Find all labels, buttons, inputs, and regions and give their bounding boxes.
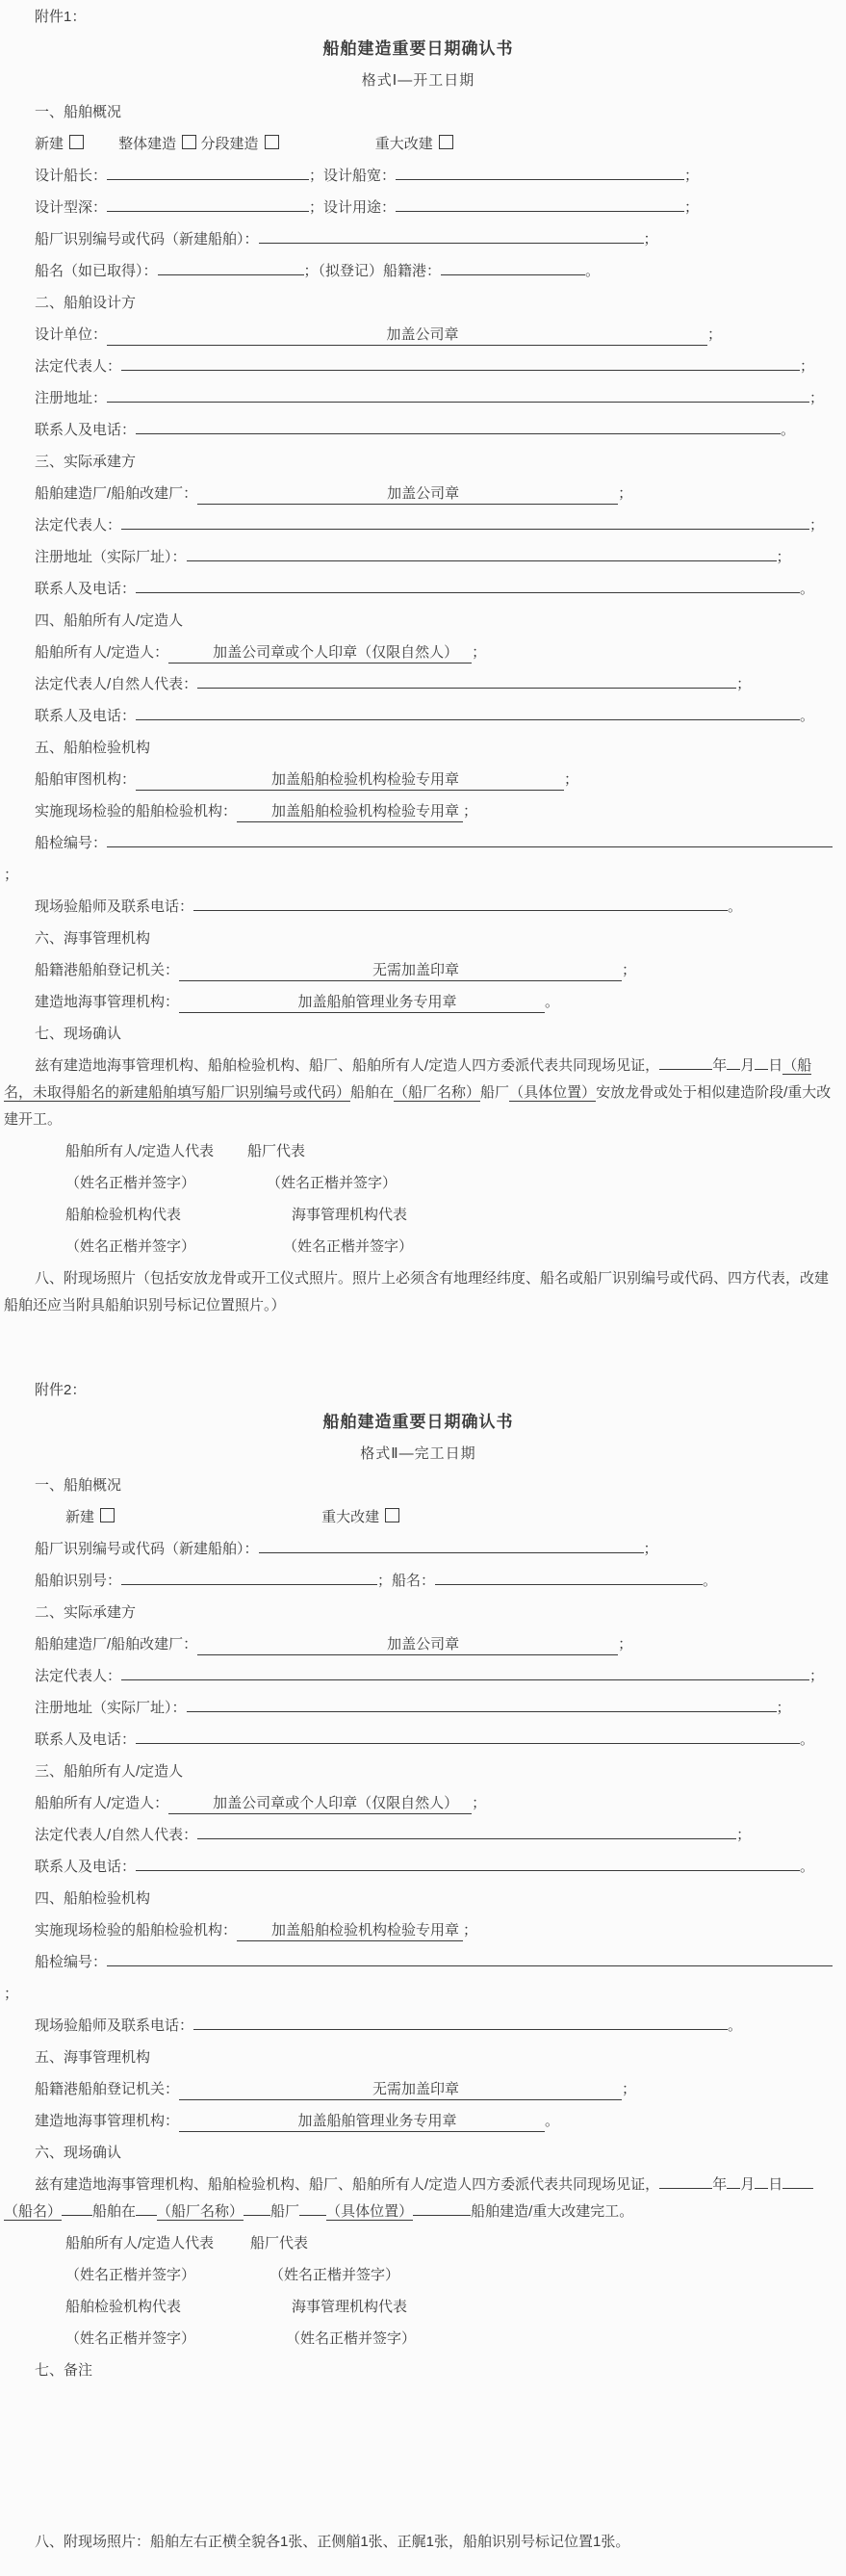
underlined-hint: （船名）	[4, 2203, 63, 2220]
blank-field	[136, 1865, 800, 1871]
text: 建造地海事管理机构：	[35, 994, 180, 1010]
form-line	[4, 195, 833, 221]
text: ；	[809, 1668, 825, 1684]
attachment-2-subtitle: 格式Ⅱ—完工日期	[360, 1445, 476, 1462]
blank-field	[121, 1675, 809, 1680]
checkbox[interactable]	[265, 135, 279, 149]
stamp-hint-field: 加盖船舶检验机构检验专用章	[237, 1920, 463, 1941]
text: ；	[684, 199, 700, 216]
form-line	[4, 322, 833, 349]
section-heading: 三、实际承建方	[35, 454, 137, 470]
form-line	[4, 767, 833, 794]
stamp-hint-field: 加盖公司章	[107, 325, 707, 346]
paragraph	[4, 1265, 833, 1319]
text: ；	[736, 1827, 752, 1843]
stamp-hint-field: 加盖船舶检验机构检验专用章	[237, 801, 463, 822]
form-line	[4, 703, 833, 730]
text: 。	[545, 2113, 560, 2129]
text: 设计型深：	[35, 199, 108, 216]
attachment-2-body	[4, 1472, 833, 2556]
signature-row	[4, 1202, 833, 1229]
text: 法定代表人：	[35, 358, 122, 375]
form-line	[4, 576, 833, 603]
paragraph	[4, 2172, 833, 2225]
text: 兹有建造地海事管理机构、船舶检验机构、船厂、船舶所有人/定造人四方委派代表共同现场见证，	[35, 2176, 660, 2193]
form-line	[4, 353, 833, 380]
text: 实施现场检验的船舶检验机构：	[35, 803, 238, 820]
form-line	[4, 1663, 833, 1690]
attachment-2-title: 船舶建造重要日期确认书	[322, 1413, 514, 1431]
blank-field	[755, 1064, 768, 1070]
blank-field	[62, 2210, 92, 2216]
form-line	[4, 258, 833, 285]
form-line	[4, 1536, 833, 1563]
blank-field	[158, 270, 304, 275]
text: 船厂	[270, 2203, 300, 2220]
text: 。	[703, 1573, 718, 1589]
blank-field	[136, 429, 781, 434]
section-heading: 四、船舶检验机构	[35, 1890, 151, 1907]
text: 月	[740, 1057, 756, 1074]
blank-field	[136, 1738, 800, 1744]
blank-field	[782, 2183, 813, 2189]
blank-field	[413, 2210, 471, 2216]
form-line	[4, 862, 833, 889]
checkbox[interactable]	[385, 1508, 399, 1522]
form-line	[4, 2076, 833, 2103]
form-line	[4, 1981, 833, 2008]
text: 联系人及电话：	[35, 1859, 137, 1875]
signature-right-label: 海事管理机构代表	[292, 2299, 408, 2315]
text: 船检编号：	[35, 835, 108, 851]
stamp-hint-field: 无需加盖印章	[179, 960, 622, 981]
section-heading: 一、船舶概况	[35, 104, 122, 120]
text: 年	[712, 2176, 728, 2193]
form-line	[4, 481, 833, 507]
form-line	[4, 1949, 833, 1976]
text: ；	[622, 2081, 637, 2097]
text: 船名（如已取得）：	[35, 263, 158, 279]
text: 。	[728, 2017, 743, 2034]
checkbox[interactable]	[100, 1508, 115, 1522]
attachment-2	[4, 1377, 833, 2556]
checkbox[interactable]	[182, 135, 196, 149]
form-line	[4, 1854, 833, 1881]
text: 法定代表人/自然人代表：	[35, 1827, 198, 1843]
text: ；	[776, 1700, 791, 1716]
text: 船舶审图机构：	[35, 771, 137, 788]
form-line	[4, 830, 833, 857]
text: 船舶建造/重大改建完工。	[471, 2203, 634, 2220]
attachment-1	[4, 4, 833, 1319]
section-heading: 五、海事管理机构	[35, 2049, 151, 2066]
signature-left-label: 船舶所有人/定造人代表	[65, 1143, 215, 1159]
text: 。	[585, 263, 601, 279]
form-line	[4, 385, 833, 412]
signature-left-label: （姓名正楷并签字）	[65, 1175, 196, 1191]
stamp-hint-field: 加盖船舶检验机构检验专用章	[136, 769, 564, 791]
text: 船检编号：	[35, 1954, 108, 1970]
blank-field	[187, 1706, 777, 1712]
text: 设计船长：	[35, 168, 108, 184]
blank-field	[396, 206, 684, 212]
blank-field	[107, 174, 309, 180]
stamp-hint-field: 加盖船舶管理业务专用章	[179, 2111, 545, 2132]
blank-field	[441, 270, 585, 275]
blank-field	[136, 587, 800, 593]
text: ；	[800, 358, 815, 375]
text: ；	[4, 1986, 19, 2002]
form-line	[4, 1917, 833, 1944]
signature-left-label: 船舶检验机构代表	[65, 2299, 182, 2315]
text: 船舶所有人/定造人：	[35, 644, 169, 661]
stamp-hint-field: 加盖公司章	[197, 483, 618, 505]
text: ；	[564, 771, 579, 788]
blank-field	[727, 1064, 740, 1070]
text: ；（拟登记）船籍港：	[303, 263, 442, 279]
text: 实施现场检验的船舶检验机构：	[35, 1922, 238, 1939]
form-line	[4, 2013, 833, 2040]
underlined-hint: （船厂名称）	[394, 1084, 481, 1101]
paragraph	[4, 1053, 833, 1133]
signature-left-label: 船舶检验机构代表	[65, 1207, 182, 1223]
text: 重大改建	[321, 1509, 384, 1525]
form-line	[4, 512, 833, 539]
text: 日	[768, 2176, 783, 2193]
form-line	[4, 798, 833, 825]
text: ；	[684, 168, 700, 184]
stamp-hint-field: 加盖公司章	[197, 1634, 618, 1655]
blank-field	[197, 683, 736, 689]
text: 现场验船师及联系电话：	[35, 898, 194, 915]
text: 。	[800, 581, 815, 597]
form-line	[4, 894, 833, 921]
stamp-hint-field: 加盖公司章或个人印章（仅限自然人）	[168, 1793, 472, 1814]
signature-row	[4, 1170, 833, 1197]
signature-row	[4, 1234, 833, 1261]
text: 现场验船师及联系电话：	[35, 2017, 194, 2034]
text: 分段建造	[196, 136, 263, 152]
text: ；	[809, 390, 825, 406]
text: 船厂	[480, 1084, 510, 1101]
signature-row	[4, 1138, 833, 1165]
attachment-1-body	[4, 99, 833, 1319]
text: 新建	[65, 1509, 99, 1525]
stamp-hint-field: 无需加盖印章	[179, 2079, 622, 2100]
text: 法定代表人：	[35, 517, 122, 533]
form-line	[4, 1727, 833, 1754]
blank-field	[187, 556, 777, 561]
text: ；	[707, 326, 723, 343]
text: 船舶所有人/定造人：	[35, 1795, 169, 1811]
underlined-hint: （具体位置）	[326, 2203, 414, 2220]
text: ；	[463, 803, 478, 820]
underlined-hint: （船名，未取得船名的新建船舶填写船厂识别编号或代码）	[4, 1057, 812, 1101]
text: ；船名：	[377, 1573, 436, 1589]
blank-field	[107, 397, 809, 403]
text: ；设计用途：	[309, 199, 397, 216]
signature-right-label: （姓名正楷并签字）	[286, 2330, 417, 2347]
blank-field	[259, 1548, 644, 1553]
form-line	[4, 957, 833, 984]
text: 年	[712, 1057, 728, 1074]
signature-right-label: （姓名正楷并签字）	[283, 1238, 414, 1255]
text: ；	[472, 1795, 487, 1811]
text: 。	[800, 1731, 815, 1748]
text: ；	[643, 231, 658, 247]
form-line	[4, 1790, 833, 1817]
section-heading: 三、船舶所有人/定造人	[35, 1763, 184, 1780]
text: 注册地址（实际厂址）：	[35, 1700, 187, 1716]
signature-right-label: （姓名正楷并签字）	[269, 2267, 400, 2283]
text: ；	[809, 517, 825, 533]
text: 安放龙骨或处于相似建造阶段/重大改建开工。	[4, 1084, 832, 1128]
form-line	[4, 671, 833, 698]
signature-right-label: 船厂代表	[250, 2235, 309, 2251]
section-heading: 四、船舶所有人/定造人	[35, 612, 184, 629]
text: ；	[472, 644, 487, 661]
blank-field	[107, 842, 833, 847]
section-heading: 七、备注	[35, 2362, 93, 2379]
blank-field	[136, 2210, 157, 2216]
form-line	[4, 1695, 833, 1722]
blank-field	[659, 2183, 712, 2189]
text: 新建	[35, 136, 68, 152]
signature-right-label: 海事管理机构代表	[292, 1207, 408, 1223]
text: 法定代表人/自然人代表：	[35, 676, 198, 692]
attachment-1-title: 船舶建造重要日期确认书	[322, 39, 514, 58]
blank-field	[121, 365, 800, 371]
form-line	[4, 544, 833, 571]
form-line	[4, 226, 833, 253]
section-heading: 七、现场确认	[35, 1026, 122, 1042]
text: 整体建造	[118, 136, 181, 152]
blank-field	[727, 2183, 740, 2189]
blank-field	[121, 524, 809, 530]
text: ；	[618, 1636, 633, 1652]
blank-field	[435, 1579, 703, 1585]
text: 船厂识别编号或代码（新建船舶）：	[35, 1541, 259, 1557]
form-line	[4, 639, 833, 666]
text: 。	[800, 1859, 815, 1875]
text: ；	[622, 962, 637, 978]
underlined-hint: （船厂名称）	[157, 2203, 244, 2220]
blank-field	[259, 238, 644, 244]
blank-field	[121, 1579, 377, 1585]
form-line	[4, 417, 833, 444]
attachment-2-label: 附件2：	[35, 1382, 87, 1398]
form-line	[4, 163, 833, 190]
blank-field	[136, 715, 800, 720]
stamp-hint-field: 加盖公司章或个人印章（仅限自然人）	[168, 642, 472, 664]
text: 建造地海事管理机构：	[35, 2113, 180, 2129]
blank-field	[299, 2210, 326, 2216]
text: 月	[740, 2176, 756, 2193]
text: 八、附现场照片：船舶左右正横全貌各1张、正侧艏1张、正艉1张，船舶识别号标记位置1张。	[35, 2534, 630, 2550]
section-heading: 一、船舶概况	[35, 1477, 122, 1494]
text: ；	[643, 1541, 658, 1557]
blank-field	[755, 2183, 768, 2189]
signature-left-label: （姓名正楷并签字）	[65, 2330, 196, 2347]
signature-right-label: 船厂代表	[247, 1143, 306, 1159]
text: ；	[618, 485, 633, 502]
text: ；	[776, 549, 791, 565]
text: 八、附现场照片（包括安放龙骨或开工仪式照片。照片上必须含有地理经纬度、船名或船厂识别编号或代码、四方代表，改建船舶还应当附具船舶识别号标记位置照片。）	[4, 1270, 830, 1314]
blank-field	[107, 1961, 833, 1966]
text: 。	[800, 708, 815, 724]
text: 船籍港船舶登记机关：	[35, 962, 180, 978]
text: 船舶识别号：	[35, 1573, 122, 1589]
signature-row	[4, 2326, 833, 2353]
blank-field	[197, 1834, 736, 1839]
text: 联系人及电话：	[35, 422, 137, 438]
form-line	[4, 1504, 833, 1531]
form-line	[4, 2108, 833, 2135]
text: 船舶在	[92, 2203, 137, 2220]
signature-row	[4, 2262, 833, 2289]
blank-field	[659, 1064, 712, 1070]
checkbox[interactable]	[439, 135, 453, 149]
text: 船舶建造厂/船舶改建厂：	[35, 485, 198, 502]
text: 兹有建造地海事管理机构、船舶检验机构、船厂、船舶所有人/定造人四方委派代表共同现场见证，	[35, 1057, 660, 1074]
signature-left-label: 船舶所有人/定造人代表	[65, 2235, 215, 2251]
attachment-1-label: 附件1：	[35, 9, 87, 25]
section-heading: 六、现场确认	[35, 2145, 122, 2161]
signature-row	[4, 2230, 833, 2257]
blank-field	[244, 2210, 270, 2216]
blank-field	[107, 206, 309, 212]
stamp-hint-field: 加盖船舶管理业务专用章	[179, 992, 545, 1013]
text: 重大改建	[374, 136, 437, 152]
text: 日	[768, 1057, 783, 1074]
section-heading: 二、实际承建方	[35, 1604, 137, 1621]
spacer	[4, 2389, 833, 2529]
text: 设计单位：	[35, 326, 108, 343]
form-line	[4, 1822, 833, 1849]
text: ；	[4, 867, 19, 883]
text: 联系人及电话：	[35, 708, 137, 724]
blank-field	[396, 174, 684, 180]
text: 。	[781, 422, 796, 438]
form-line	[4, 989, 833, 1016]
text: 注册地址（实际厂址）：	[35, 549, 187, 565]
text: 联系人及电话：	[35, 581, 137, 597]
text: 。	[728, 898, 743, 915]
checkbox[interactable]	[69, 135, 84, 149]
text: ；	[736, 676, 752, 692]
text: ；设计船宽：	[309, 168, 397, 184]
text: 船舶建造厂/船舶改建厂：	[35, 1636, 198, 1652]
section-heading: 二、船舶设计方	[35, 295, 137, 311]
form-line	[4, 1568, 833, 1595]
text: 船籍港船舶登记机关：	[35, 2081, 180, 2097]
blank-field	[193, 2024, 728, 2030]
text: 船舶在	[350, 1084, 395, 1101]
text: 联系人及电话：	[35, 1731, 137, 1748]
signature-row	[4, 2294, 833, 2321]
signature-left-label: （姓名正楷并签字）	[65, 2267, 196, 2283]
section-heading: 六、海事管理机构	[35, 930, 151, 947]
underlined-hint: （具体位置）	[509, 1084, 597, 1101]
text: 法定代表人：	[35, 1668, 122, 1684]
signature-right-label: （姓名正楷并签字）	[267, 1175, 397, 1191]
paragraph	[4, 2529, 833, 2556]
section-heading: 五、船舶检验机构	[35, 740, 151, 756]
text: 船厂识别编号或代码（新建船舶）：	[35, 231, 259, 247]
blank-field	[193, 905, 728, 911]
signature-left-label: （姓名正楷并签字）	[65, 1238, 196, 1255]
form-line	[4, 1631, 833, 1658]
text: 。	[545, 994, 560, 1010]
text: 注册地址：	[35, 390, 108, 406]
text: ；	[463, 1922, 478, 1939]
attachment-1-subtitle: 格式Ⅰ—开工日期	[361, 72, 475, 89]
form-line	[4, 131, 833, 158]
